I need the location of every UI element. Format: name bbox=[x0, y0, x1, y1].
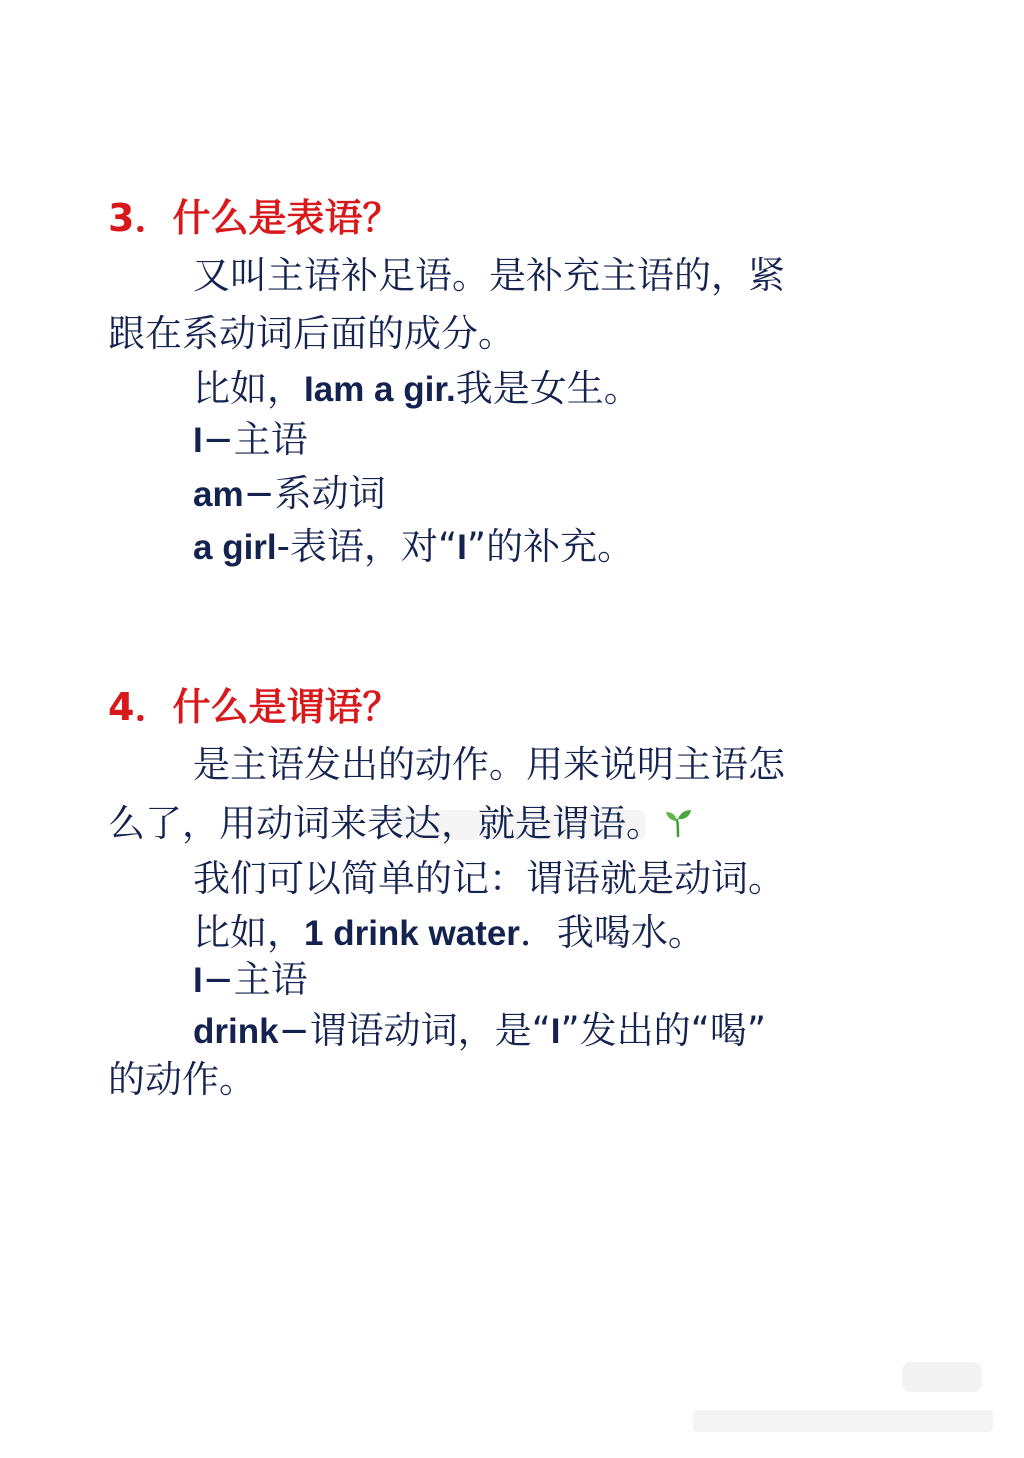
watermark-id bbox=[693, 1410, 993, 1432]
item-term: drink bbox=[193, 1012, 279, 1051]
example-english: 1 drink water bbox=[304, 914, 520, 953]
example-prefix: 比如， bbox=[193, 911, 304, 954]
section-3-paragraph-line-2: 跟在系动词后面的成分。 bbox=[108, 312, 515, 355]
paragraph-text: 么了，用动词来表达，就是谓语。 bbox=[108, 802, 663, 845]
item-quoted-term: I bbox=[457, 528, 467, 567]
section-3-item-linking-verb bbox=[193, 472, 386, 515]
section-4-item-verb-continued: 的动作。 bbox=[108, 1058, 256, 1101]
section-3-example bbox=[193, 367, 641, 410]
section-4-paragraph-line-1: 是主语发出的动作。用来说明主语怎 bbox=[193, 743, 785, 786]
example-english: Iam a gir. bbox=[304, 370, 456, 409]
section-4-item-verb bbox=[193, 1009, 766, 1052]
item-explanation-b: ”发出的“喝” bbox=[560, 1009, 766, 1052]
item-explanation-a: −谓语动词，是“ bbox=[278, 1009, 551, 1052]
item-explanation-b: ”的补充。 bbox=[466, 525, 635, 568]
item-term: am bbox=[193, 475, 244, 514]
example-prefix: 比如， bbox=[193, 367, 304, 410]
section-3-heading: 3．什么是表语？ bbox=[108, 196, 401, 240]
section-3-item-subject bbox=[193, 418, 308, 461]
example-translation: 我是女生。 bbox=[455, 367, 641, 410]
sprout-icon bbox=[663, 807, 693, 837]
item-explanation: −系动词 bbox=[243, 472, 386, 515]
item-quoted-term: I bbox=[550, 1012, 561, 1051]
section-4-paragraph-line-3: 我们可以简单的记：谓语就是动词。 bbox=[193, 857, 785, 900]
item-explanation-a: -表语，对“ bbox=[276, 525, 458, 568]
item-explanation: −主语 bbox=[202, 418, 308, 461]
section-3-item-predicative bbox=[193, 525, 635, 568]
item-term: I bbox=[193, 961, 203, 1000]
section-4-example bbox=[193, 911, 705, 954]
section-4-paragraph-line-2 bbox=[108, 802, 693, 845]
watermark-logo bbox=[902, 1362, 982, 1392]
item-explanation: −主语 bbox=[202, 958, 308, 1001]
section-3-paragraph-line-1: 又叫主语补足语。是补充主语的，紧 bbox=[193, 254, 785, 297]
item-term: a girl bbox=[193, 528, 277, 567]
example-translation: ．我喝水。 bbox=[519, 911, 705, 954]
item-term: I bbox=[193, 421, 203, 460]
section-4-heading: 4．什么是谓语？ bbox=[108, 685, 401, 729]
section-4-item-subject bbox=[193, 958, 308, 1001]
